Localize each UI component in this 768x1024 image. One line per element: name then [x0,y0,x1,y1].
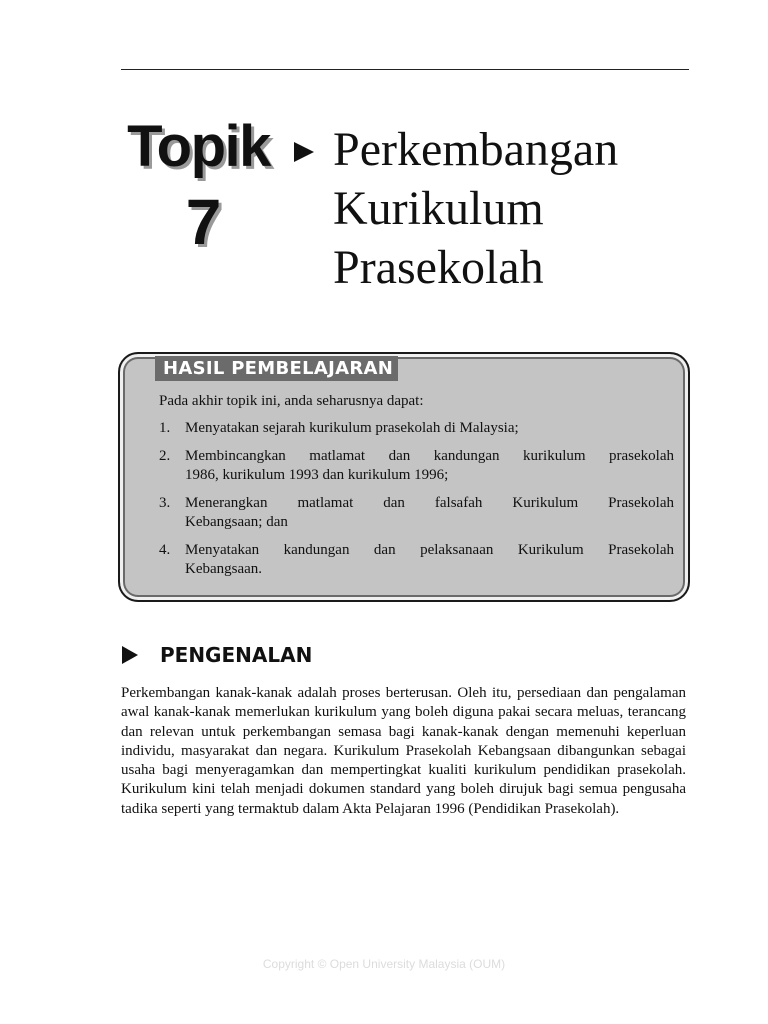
topic-badge [116,112,281,262]
list-item-text-continued: Kebangsaan. [185,561,263,577]
learning-outcomes-intro: Pada akhir topik ini, anda seharusnya dapat: [159,393,424,409]
list-item-number: 1. [159,420,171,436]
title-line: Prasekolah [333,241,544,294]
list-item [159,447,674,485]
learning-outcomes-heading: HASIL PEMBELAJARAN [155,356,398,381]
topic-label: Topik [127,114,270,179]
list-item [159,494,674,532]
learning-outcomes-list [159,419,674,588]
list-item-text: Menyatakan kandungan dan pelaksanaan Kurikulum Prasekolah [185,542,674,558]
list-item-number: 3. [159,495,171,511]
list-item-number: 2. [159,448,171,464]
title-line: Perkembangan [333,123,619,176]
topic-number: 7 [185,186,222,258]
copyright-footer: Copyright © Open University Malaysia (OUM) [262,957,506,971]
list-item-text-continued: Kebangsaan; dan [185,514,288,530]
list-item [159,541,674,579]
intro-paragraph: Perkembangan kanak-kanak adalah proses berterusan. Oleh itu, persediaan dan pengalaman awal kanak-kanak memerlukan kurikulum yang boleh diguna pakai secara meluas, terancang dan relevan untuk perkembangan semasa bagi kanak-kanak dengan memenuhi keperluan individu, masyarakat dan negara. Kurikulum Prasekolah Kebangsaan dibangunkan sebagai usaha bagi menyeragamkan dan mempertingkat kualiti kurikulum pendidikan prasekolah. Kurikulum kini telah menjadi dokumen standard yang boleh dirujuk bagi semua pengusaha tadika seperti yang termaktub dalam Akta Pelajaran 1996 (Pendidikan Prasekolah). [121,685,686,817]
list-item-text-continued: 1986, kurikulum 1993 dan kurikulum 1996; [185,467,449,483]
section-arrow-icon [122,646,138,664]
header-rule [121,69,689,70]
title-arrow-icon [294,142,314,162]
list-item-text: Membincangkan matlamat dan kandungan kurikulum prasekolah [185,448,674,464]
list-item-text: Menerangkan matlamat dan falsafah Kurikulum Prasekolah [185,495,674,511]
section-heading: PENGENALAN [160,643,313,667]
page-title [333,120,618,297]
title-line: Kurikulum [333,182,544,235]
list-item-text: Menyatakan sejarah kurikulum prasekolah di Malaysia; [185,420,519,436]
list-item [159,419,674,438]
list-item-number: 4. [159,542,171,558]
